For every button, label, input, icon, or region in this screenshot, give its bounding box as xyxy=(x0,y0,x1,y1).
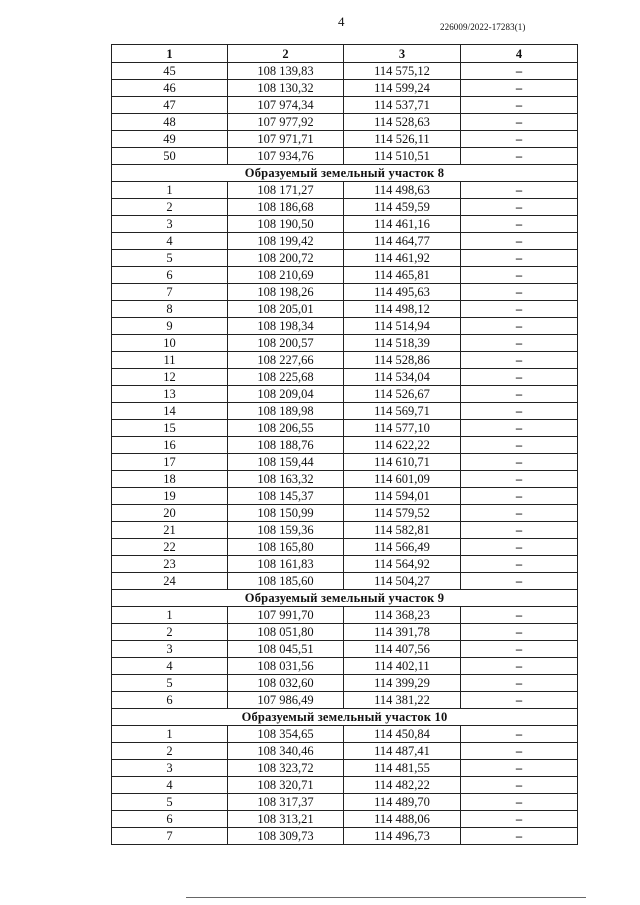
x-coordinate-cell: 108 185,60 xyxy=(228,573,344,590)
y-coordinate-cell: 114 450,84 xyxy=(344,726,461,743)
dash-cell: – xyxy=(461,386,578,403)
table-row xyxy=(112,335,578,352)
point-number-cell: 2 xyxy=(112,199,228,216)
dash-cell: – xyxy=(461,80,578,97)
dash-cell: – xyxy=(461,624,578,641)
point-number-cell: 1 xyxy=(112,182,228,199)
y-coordinate-cell: 114 488,06 xyxy=(344,811,461,828)
point-number-cell: 46 xyxy=(112,80,228,97)
y-coordinate-cell: 114 482,22 xyxy=(344,777,461,794)
x-coordinate-cell: 108 309,73 xyxy=(228,828,344,845)
table-row xyxy=(112,216,578,233)
point-number-cell: 50 xyxy=(112,148,228,165)
y-coordinate-cell: 114 601,09 xyxy=(344,471,461,488)
table-row xyxy=(112,794,578,811)
point-number-cell: 11 xyxy=(112,352,228,369)
table-row xyxy=(112,522,578,539)
x-coordinate-cell: 108 189,98 xyxy=(228,403,344,420)
table-row xyxy=(112,607,578,624)
section-title: Образуемый земельный участок 9 xyxy=(112,590,578,607)
dash-cell: – xyxy=(461,284,578,301)
y-coordinate-cell: 114 577,10 xyxy=(344,420,461,437)
y-coordinate-cell: 114 459,59 xyxy=(344,199,461,216)
point-number-cell: 16 xyxy=(112,437,228,454)
table-row xyxy=(112,352,578,369)
point-number-cell: 7 xyxy=(112,284,228,301)
y-coordinate-cell: 114 498,63 xyxy=(344,182,461,199)
x-coordinate-cell: 108 225,68 xyxy=(228,369,344,386)
column-header-3: 3 xyxy=(344,45,461,63)
x-coordinate-cell: 108 198,26 xyxy=(228,284,344,301)
x-coordinate-cell: 108 051,80 xyxy=(228,624,344,641)
dash-cell: – xyxy=(461,726,578,743)
point-number-cell: 6 xyxy=(112,692,228,709)
point-number-cell: 4 xyxy=(112,233,228,250)
y-coordinate-cell: 114 537,71 xyxy=(344,97,461,114)
y-coordinate-cell: 114 399,29 xyxy=(344,675,461,692)
dash-cell: – xyxy=(461,556,578,573)
x-coordinate-cell: 108 227,66 xyxy=(228,352,344,369)
dash-cell: – xyxy=(461,760,578,777)
point-number-cell: 49 xyxy=(112,131,228,148)
table-row xyxy=(112,777,578,794)
table-row xyxy=(112,760,578,777)
dash-cell: – xyxy=(461,403,578,420)
y-coordinate-cell: 114 610,71 xyxy=(344,454,461,471)
y-coordinate-cell: 114 381,22 xyxy=(344,692,461,709)
point-number-cell: 4 xyxy=(112,777,228,794)
x-coordinate-cell: 107 977,92 xyxy=(228,114,344,131)
x-coordinate-cell: 108 200,72 xyxy=(228,250,344,267)
x-coordinate-cell: 108 163,32 xyxy=(228,471,344,488)
dash-cell: – xyxy=(461,522,578,539)
point-number-cell: 20 xyxy=(112,505,228,522)
table-row xyxy=(112,828,578,845)
table-row xyxy=(112,250,578,267)
table-header xyxy=(112,45,578,63)
y-coordinate-cell: 114 534,04 xyxy=(344,369,461,386)
column-header-4: 4 xyxy=(461,45,578,63)
table-row xyxy=(112,80,578,97)
dash-cell: – xyxy=(461,488,578,505)
x-coordinate-cell: 108 139,83 xyxy=(228,63,344,80)
dash-cell: – xyxy=(461,318,578,335)
table-row xyxy=(112,420,578,437)
x-coordinate-cell: 108 317,37 xyxy=(228,794,344,811)
point-number-cell: 21 xyxy=(112,522,228,539)
dash-cell: – xyxy=(461,97,578,114)
bottom-rule xyxy=(186,897,586,898)
point-number-cell: 6 xyxy=(112,811,228,828)
x-coordinate-cell: 108 199,42 xyxy=(228,233,344,250)
y-coordinate-cell: 114 465,81 xyxy=(344,267,461,284)
point-number-cell: 10 xyxy=(112,335,228,352)
y-coordinate-cell: 114 368,23 xyxy=(344,607,461,624)
table-row xyxy=(112,284,578,301)
dash-cell: – xyxy=(461,182,578,199)
dash-cell: – xyxy=(461,828,578,845)
x-coordinate-cell: 108 145,37 xyxy=(228,488,344,505)
point-number-cell: 1 xyxy=(112,726,228,743)
y-coordinate-cell: 114 579,52 xyxy=(344,505,461,522)
dash-cell: – xyxy=(461,539,578,556)
section-title: Образуемый земельный участок 8 xyxy=(112,165,578,182)
y-coordinate-cell: 114 528,63 xyxy=(344,114,461,131)
y-coordinate-cell: 114 528,86 xyxy=(344,352,461,369)
y-coordinate-cell: 114 495,63 xyxy=(344,284,461,301)
dash-cell: – xyxy=(461,743,578,760)
table-row xyxy=(112,692,578,709)
column-header-2: 2 xyxy=(228,45,344,63)
point-number-cell: 9 xyxy=(112,318,228,335)
section-row xyxy=(112,590,578,607)
table-row xyxy=(112,131,578,148)
point-number-cell: 14 xyxy=(112,403,228,420)
y-coordinate-cell: 114 489,70 xyxy=(344,794,461,811)
point-number-cell: 5 xyxy=(112,794,228,811)
table-row xyxy=(112,301,578,318)
point-number-cell: 5 xyxy=(112,250,228,267)
y-coordinate-cell: 114 487,41 xyxy=(344,743,461,760)
page-number: 4 xyxy=(338,14,345,29)
dash-cell: – xyxy=(461,454,578,471)
dash-cell: – xyxy=(461,352,578,369)
section-title: Образуемый земельный участок 10 xyxy=(112,709,578,726)
point-number-cell: 2 xyxy=(112,624,228,641)
table-row xyxy=(112,556,578,573)
table-row xyxy=(112,369,578,386)
point-number-cell: 7 xyxy=(112,828,228,845)
dash-cell: – xyxy=(461,675,578,692)
x-coordinate-cell: 108 198,34 xyxy=(228,318,344,335)
y-coordinate-cell: 114 464,77 xyxy=(344,233,461,250)
table-row xyxy=(112,624,578,641)
table-row xyxy=(112,505,578,522)
x-coordinate-cell: 108 206,55 xyxy=(228,420,344,437)
y-coordinate-cell: 114 575,12 xyxy=(344,63,461,80)
table-row xyxy=(112,658,578,675)
dash-cell: – xyxy=(461,233,578,250)
dash-cell: – xyxy=(461,267,578,284)
table-row xyxy=(112,318,578,335)
dash-cell: – xyxy=(461,777,578,794)
x-coordinate-cell: 108 205,01 xyxy=(228,301,344,318)
x-coordinate-cell: 108 190,50 xyxy=(228,216,344,233)
x-coordinate-cell: 108 150,99 xyxy=(228,505,344,522)
x-coordinate-cell: 108 200,57 xyxy=(228,335,344,352)
dash-cell: – xyxy=(461,369,578,386)
x-coordinate-cell: 107 991,70 xyxy=(228,607,344,624)
point-number-cell: 3 xyxy=(112,216,228,233)
x-coordinate-cell: 108 320,71 xyxy=(228,777,344,794)
x-coordinate-cell: 108 354,65 xyxy=(228,726,344,743)
y-coordinate-cell: 114 526,11 xyxy=(344,131,461,148)
x-coordinate-cell: 108 031,56 xyxy=(228,658,344,675)
point-number-cell: 1 xyxy=(112,607,228,624)
dash-cell: – xyxy=(461,420,578,437)
y-coordinate-cell: 114 402,11 xyxy=(344,658,461,675)
y-coordinate-cell: 114 504,27 xyxy=(344,573,461,590)
y-coordinate-cell: 114 514,94 xyxy=(344,318,461,335)
point-number-cell: 18 xyxy=(112,471,228,488)
x-coordinate-cell: 108 171,27 xyxy=(228,182,344,199)
document-number: 226009/2022-17283(1) xyxy=(440,22,526,32)
table-row xyxy=(112,573,578,590)
point-number-cell: 3 xyxy=(112,641,228,658)
y-coordinate-cell: 114 594,01 xyxy=(344,488,461,505)
dash-cell: – xyxy=(461,216,578,233)
dash-cell: – xyxy=(461,250,578,267)
point-number-cell: 12 xyxy=(112,369,228,386)
table-row xyxy=(112,267,578,284)
y-coordinate-cell: 114 461,16 xyxy=(344,216,461,233)
x-coordinate-cell: 108 209,04 xyxy=(228,386,344,403)
table-row xyxy=(112,199,578,216)
dash-cell: – xyxy=(461,641,578,658)
dash-cell: – xyxy=(461,692,578,709)
x-coordinate-cell: 107 934,76 xyxy=(228,148,344,165)
x-coordinate-cell: 108 186,68 xyxy=(228,199,344,216)
x-coordinate-cell: 108 188,76 xyxy=(228,437,344,454)
table-row xyxy=(112,726,578,743)
y-coordinate-cell: 114 564,92 xyxy=(344,556,461,573)
y-coordinate-cell: 114 622,22 xyxy=(344,437,461,454)
dash-cell: – xyxy=(461,471,578,488)
dash-cell: – xyxy=(461,573,578,590)
table-row xyxy=(112,148,578,165)
x-coordinate-cell: 107 971,71 xyxy=(228,131,344,148)
x-coordinate-cell: 108 161,83 xyxy=(228,556,344,573)
header-row xyxy=(112,45,578,63)
dash-cell: – xyxy=(461,505,578,522)
dash-cell: – xyxy=(461,148,578,165)
y-coordinate-cell: 114 496,73 xyxy=(344,828,461,845)
table-row xyxy=(112,811,578,828)
dash-cell: – xyxy=(461,811,578,828)
table-row xyxy=(112,454,578,471)
coordinates-table xyxy=(111,44,578,845)
x-coordinate-cell: 108 323,72 xyxy=(228,760,344,777)
table-row xyxy=(112,437,578,454)
point-number-cell: 4 xyxy=(112,658,228,675)
y-coordinate-cell: 114 569,71 xyxy=(344,403,461,420)
section-row xyxy=(112,165,578,182)
point-number-cell: 8 xyxy=(112,301,228,318)
y-coordinate-cell: 114 407,56 xyxy=(344,641,461,658)
x-coordinate-cell: 108 159,36 xyxy=(228,522,344,539)
table-row xyxy=(112,403,578,420)
y-coordinate-cell: 114 461,92 xyxy=(344,250,461,267)
table-row xyxy=(112,63,578,80)
y-coordinate-cell: 114 526,67 xyxy=(344,386,461,403)
y-coordinate-cell: 114 582,81 xyxy=(344,522,461,539)
point-number-cell: 17 xyxy=(112,454,228,471)
point-number-cell: 22 xyxy=(112,539,228,556)
dash-cell: – xyxy=(461,794,578,811)
point-number-cell: 24 xyxy=(112,573,228,590)
point-number-cell: 13 xyxy=(112,386,228,403)
x-coordinate-cell: 108 340,46 xyxy=(228,743,344,760)
y-coordinate-cell: 114 498,12 xyxy=(344,301,461,318)
point-number-cell: 47 xyxy=(112,97,228,114)
y-coordinate-cell: 114 510,51 xyxy=(344,148,461,165)
table-row xyxy=(112,97,578,114)
table-row xyxy=(112,182,578,199)
x-coordinate-cell: 108 210,69 xyxy=(228,267,344,284)
dash-cell: – xyxy=(461,63,578,80)
x-coordinate-cell: 108 313,21 xyxy=(228,811,344,828)
point-number-cell: 6 xyxy=(112,267,228,284)
point-number-cell: 5 xyxy=(112,675,228,692)
x-coordinate-cell: 108 159,44 xyxy=(228,454,344,471)
dash-cell: – xyxy=(461,301,578,318)
table-body xyxy=(112,63,578,845)
point-number-cell: 15 xyxy=(112,420,228,437)
table-row xyxy=(112,386,578,403)
table-row xyxy=(112,471,578,488)
x-coordinate-cell: 107 986,49 xyxy=(228,692,344,709)
x-coordinate-cell: 108 045,51 xyxy=(228,641,344,658)
table-row xyxy=(112,114,578,131)
table-row xyxy=(112,641,578,658)
y-coordinate-cell: 114 518,39 xyxy=(344,335,461,352)
dash-cell: – xyxy=(461,335,578,352)
x-coordinate-cell: 108 165,80 xyxy=(228,539,344,556)
table-row xyxy=(112,743,578,760)
y-coordinate-cell: 114 566,49 xyxy=(344,539,461,556)
y-coordinate-cell: 114 391,78 xyxy=(344,624,461,641)
dash-cell: – xyxy=(461,437,578,454)
dash-cell: – xyxy=(461,607,578,624)
point-number-cell: 45 xyxy=(112,63,228,80)
y-coordinate-cell: 114 481,55 xyxy=(344,760,461,777)
table-row xyxy=(112,233,578,250)
column-header-1: 1 xyxy=(112,45,228,63)
point-number-cell: 19 xyxy=(112,488,228,505)
dash-cell: – xyxy=(461,114,578,131)
point-number-cell: 2 xyxy=(112,743,228,760)
x-coordinate-cell: 108 032,60 xyxy=(228,675,344,692)
dash-cell: – xyxy=(461,131,578,148)
dash-cell: – xyxy=(461,658,578,675)
dash-cell: – xyxy=(461,199,578,216)
table-row xyxy=(112,488,578,505)
point-number-cell: 48 xyxy=(112,114,228,131)
point-number-cell: 23 xyxy=(112,556,228,573)
x-coordinate-cell: 107 974,34 xyxy=(228,97,344,114)
x-coordinate-cell: 108 130,32 xyxy=(228,80,344,97)
section-row xyxy=(112,709,578,726)
table-row xyxy=(112,675,578,692)
y-coordinate-cell: 114 599,24 xyxy=(344,80,461,97)
point-number-cell: 3 xyxy=(112,760,228,777)
table-row xyxy=(112,539,578,556)
